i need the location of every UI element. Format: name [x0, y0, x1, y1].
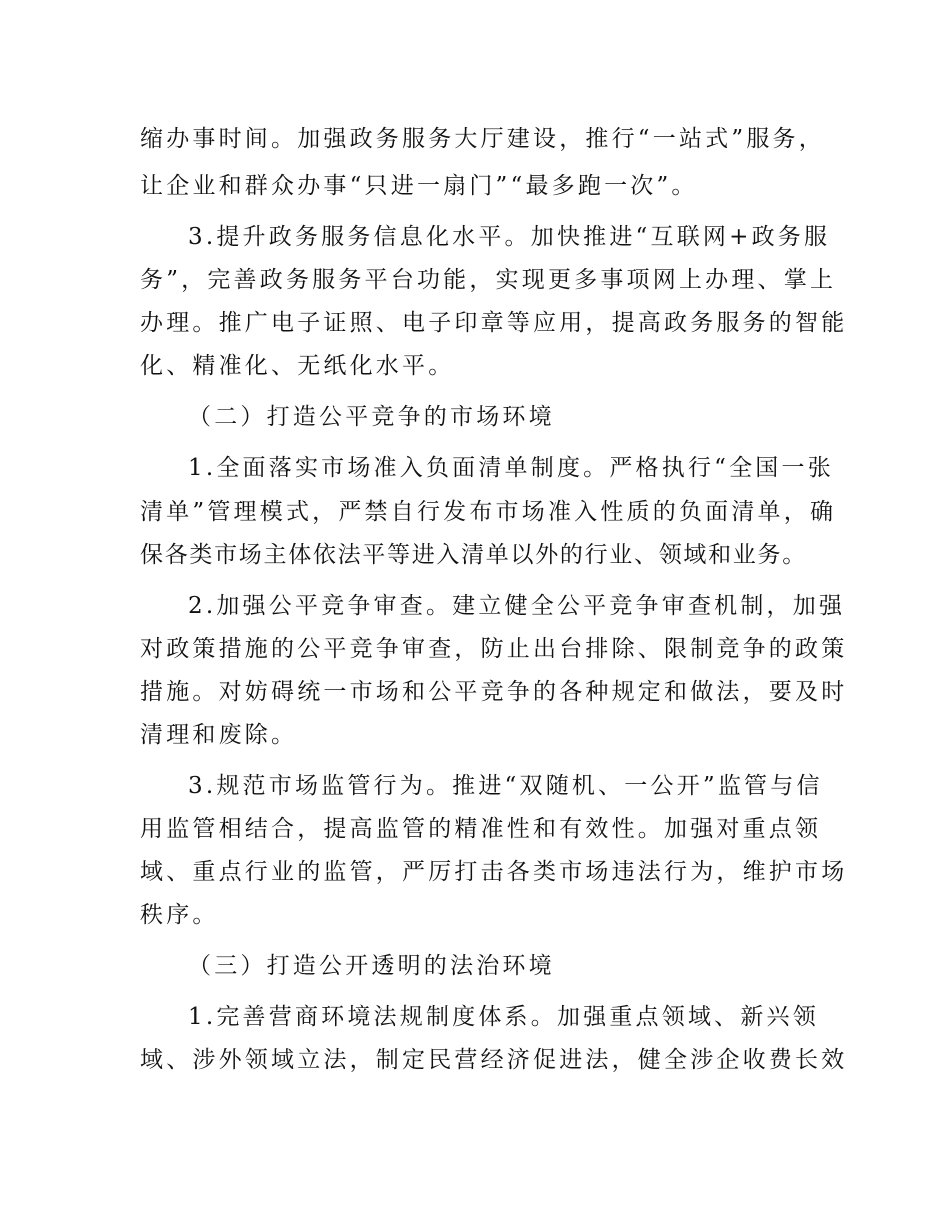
paragraph-line: 3.规范市场监管行为。推进“双随机、一公开”监管与信 — [188, 773, 823, 799]
paragraph-line: 让企业和群众办事“只进一扇门”“最多跑一次”。 — [140, 173, 698, 199]
paragraph-line: 办理。推广电子证照、电子印章等应用，提高政务服务的智能 — [140, 310, 848, 336]
paragraph-line: 化、精准化、无纸化水平。 — [140, 353, 455, 379]
paragraph-line: 1.完善营商环境法规制度体系。加强重点领域、新兴领 — [188, 1004, 819, 1030]
paragraph-line: 秩序。 — [140, 902, 219, 928]
paragraph-line: 务”，完善政务服务平台功能，实现更多事项网上办理、掌上 — [140, 267, 837, 293]
paragraph-line: 清理和废除。 — [140, 722, 298, 748]
paragraph-line: 1.全面落实市场准入负面清单制度。严格执行“全国一张 — [188, 455, 834, 481]
paragraph-line: 清单”管理模式，严禁自行发布市场准入性质的负面清单，确 — [140, 499, 837, 525]
paragraph-line: 3.提升政务服务信息化水平。加快推进“互联网+政务服 — [188, 224, 831, 250]
paragraph-line: 2.加强公平竞争审查。建立健全公平竞争审查机制，加强 — [188, 593, 846, 619]
section-heading: （三）打造公开透明的法治环境 — [188, 953, 555, 979]
paragraph-line: 对政策措施的公平竞争审查，防止出台排除、限制竞争的政策 — [140, 636, 848, 662]
paragraph-line: 措施。对妨碍统一市场和公平竞争的各种规定和做法，要及时 — [140, 679, 848, 705]
paragraph-line: 保各类市场主体依法平等进入清单以外的行业、领域和业务。 — [140, 542, 807, 568]
paragraph-line: 域、重点行业的监管，严厉打击各类市场违法行为，维护市场 — [140, 859, 848, 885]
section-heading: （二）打造公平竞争的市场环境 — [188, 404, 555, 430]
paragraph-line: 域、涉外领域立法，制定民营经济促进法，健全涉企收费长效 — [140, 1047, 848, 1073]
paragraph-line: 用监管相结合，提高监管的精准性和有效性。加强对重点领 — [140, 816, 822, 842]
paragraph-line: 缩办事时间。加强政务服务大厅建设，推行“一站式”服务， — [140, 126, 825, 152]
